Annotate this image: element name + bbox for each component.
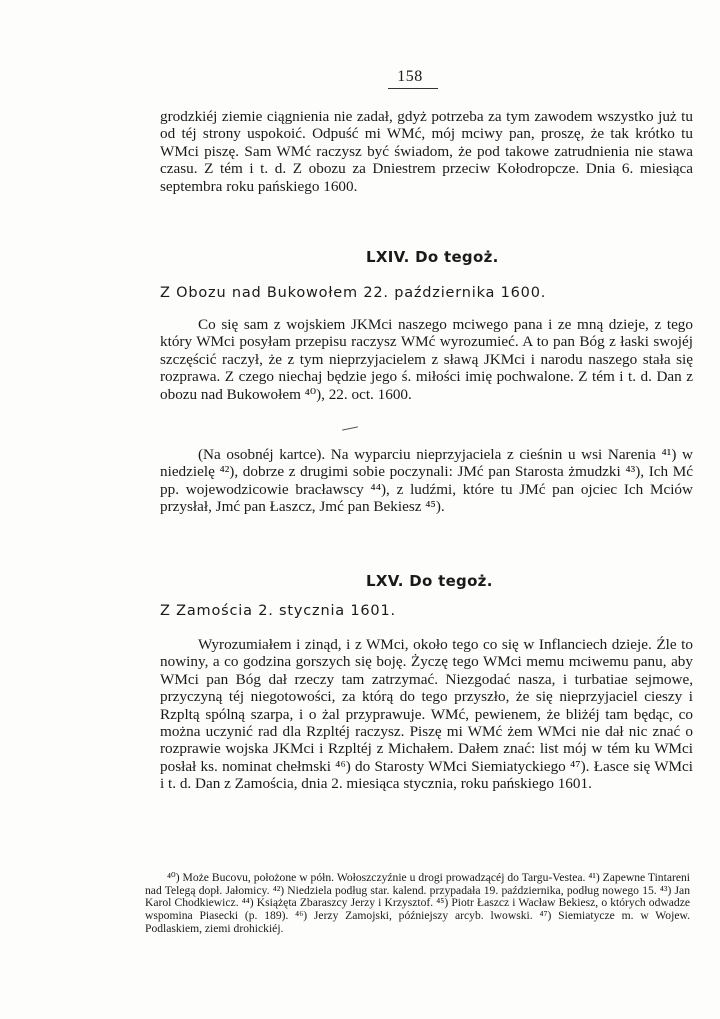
letter-lxiv-postscript: (Na osobnéj kartce). Na wyparciu nieprzyjaciela z cieśnin u wsi Narenia ⁴¹) w niedzielę ⁴²), dobrze z drugimi sobie poczynali: JMć pan Starosta żmudzki ⁴³), Ich Mć pp. wojewodzicowie bracławscy ⁴⁴), z ludźmi, które tu JMć pan ojciec Ich Mciów przysłał, Jmć pan Łaszcz, Jmć pan Bekiesz ⁴⁵).	[160, 446, 693, 516]
separator-mark	[342, 426, 358, 430]
page-number-rule	[388, 88, 438, 89]
continuation-paragraph: grodzkiéj ziemie ciągnienia nie zadał, gdyż potrzeba za tym zawodem wszystko już tu od téj strony uspokoić. Odpuść mi WMć, mój mciwy pan, proszę, że tak krótko tu WMci piszę. Sam WMć raczysz być świadom, że pod takowe zatrudnienia nie stawa czasu. Z tém i t. d. Z obozu za Dniestrem przeciw Kołodropcze. Dnia 6. miesiąca septembra roku pańskiego 1600.	[160, 108, 693, 195]
letter-lxiv-dateline: Z Obozu nad Bukowołem 22. października 1600.	[160, 285, 547, 301]
letter-lxiv-body: Co się sam z wojskiem JKMci naszego mciwego pana i ze mną dzieje, z tego który WMci posyłam przepisu raczysz WMć wyrozumieć. A to pan Bóg z łaski swojéj szczęścić raczył, że z tym nieprzyjacielem z sławą JKMci i narodu naszego stała się rozprawa. Z czego niechaj będzie jego ś. miłości imię pochwalone. Z tém i t. d. Dan z obozu nad Bukowołem ⁴⁰), 22. oct. 1600.	[160, 316, 693, 403]
letter-lxiv-heading: LXIV. Do tegoż.	[366, 248, 499, 266]
page-number: 158	[397, 68, 423, 85]
letter-lxv-heading: LXV. Do tegoż.	[366, 572, 493, 590]
footnotes: ⁴⁰) Może Bucovu, położone w półn. Wołoszczyźnie u drogi prowadzącéj do Targu-Vestea. ⁴¹) Zapewne Tintareni nad Telegą dopł. Jałomicy. ⁴²) Niedziela podług star. kalend. przypadała 19. października, podług nowego 15. ⁴³) Jan Karol Chodkiewicz. ⁴⁴) Książęta Zbaraszcy Jerzy i Krzysztof. ⁴⁵) Piotr Łaszcz i Wacław Bekiesz, o których odwadze wspomina Piasecki (p. 189). ⁴⁶) Jerzy Zamojski, późniejszy arcyb. lwowski. ⁴⁷) Siemiatycze m. w Wojew. Podlaskiem, ziemi drohickiéj.	[145, 871, 690, 935]
letter-lxv-body: Wyrozumiałem i zinąd, i z WMci, około tego co się w Inflanciech dzieje. Źle to nowiny, a co godzina gorszych się boję. Życzę tego WMci memu mciwemu panu, aby WMci pan Bóg dał rzeczy tam zatrzymać. Niezgodać nasza, i turbatiae sejmowe, przyczyną téj niegotowości, za którą do tego przyszło, że się nieprzyjaciel cieszy i Rzpltą spólną szarpa, i o żal przyprawuje. WMć, pewienem, że bliżéj tam będąc, co można uczynić rad dla Rzpltéj raczysz. Piszę mi WMć żem WMci nie dał nic znać o rozprawie wojska JKMci i Rzpltéj z Michałem. Dałem znać: list mój w tém ku WMci posłał ks. nominat chełmski ⁴⁶) do Starosty WMci Siemiatyckiego ⁴⁷). Łasce się WMci i t. d. Dan z Zamościa, dnia 2. miesiąca stycznia, roku pańskiego 1601.	[160, 636, 693, 793]
letter-lxv-dateline: Z Zamościa 2. stycznia 1601.	[160, 603, 396, 619]
